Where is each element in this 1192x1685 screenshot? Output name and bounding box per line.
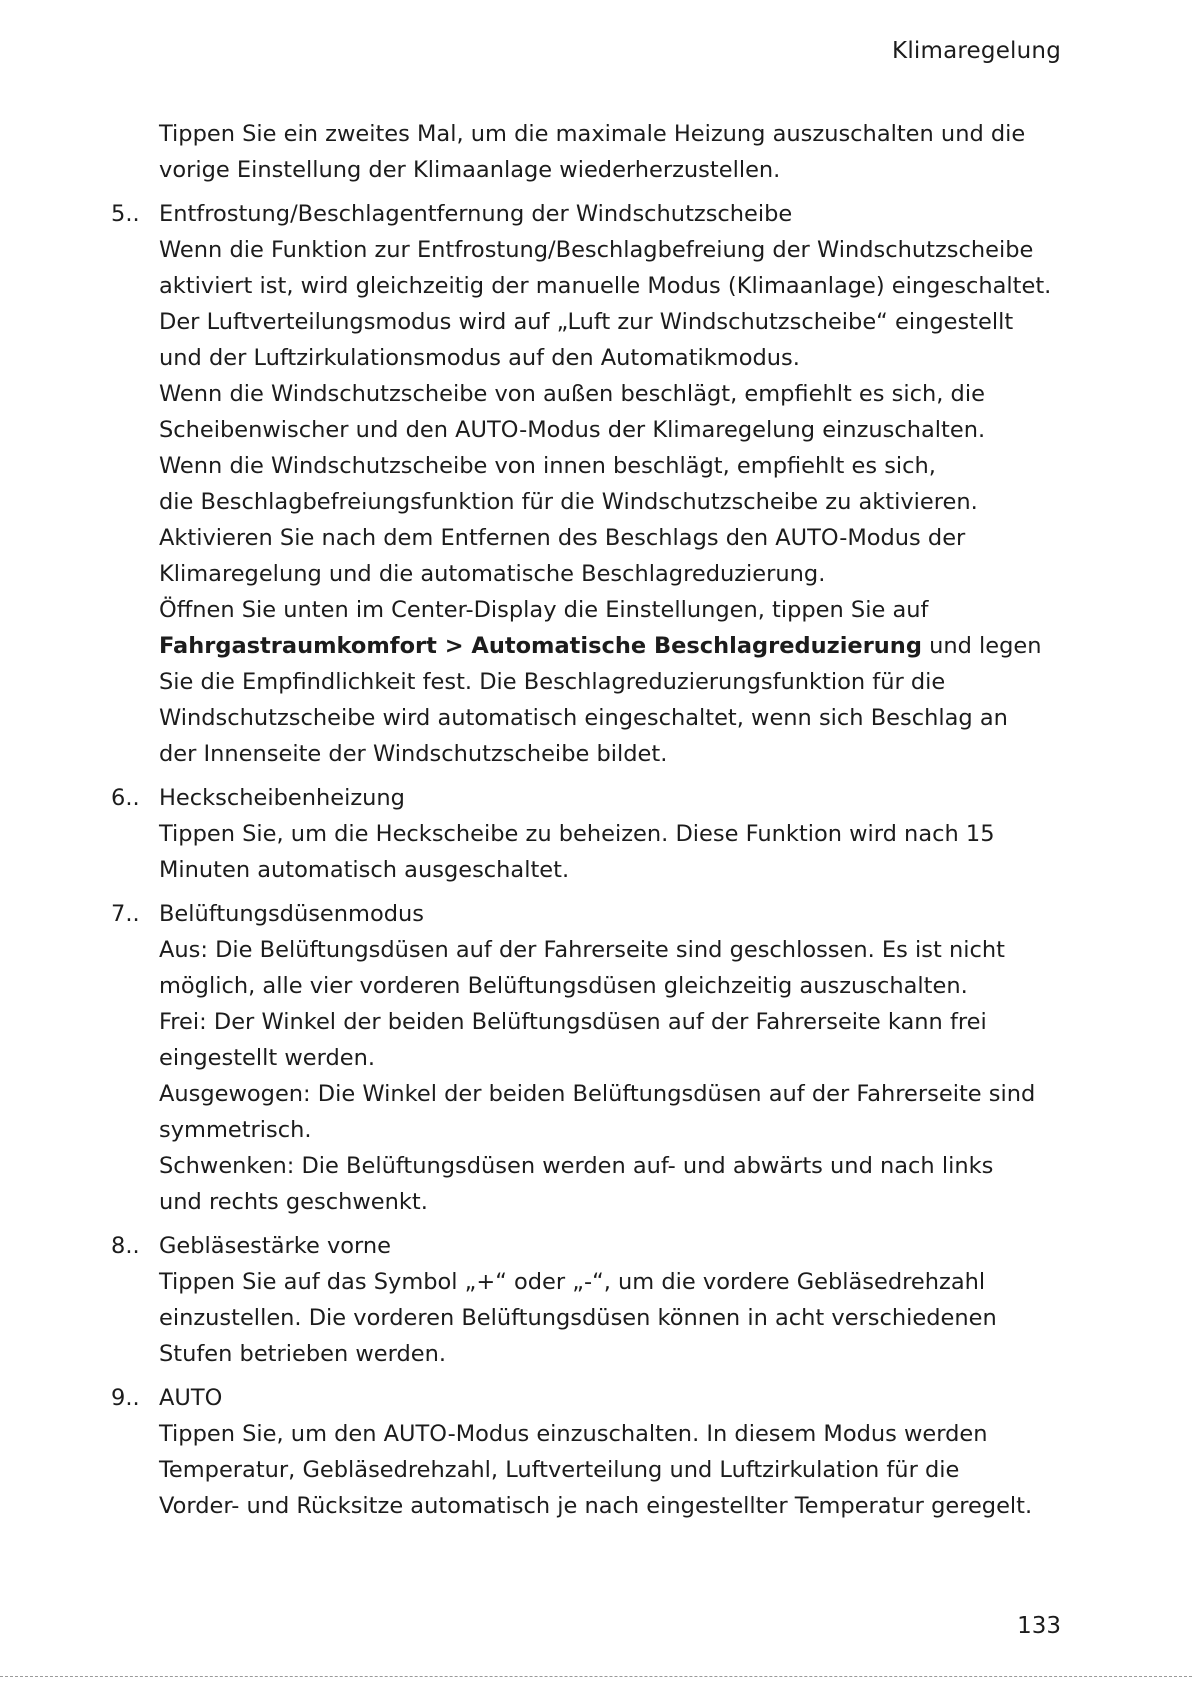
page-content (111, 116, 1089, 1524)
text-line: Wenn die Funktion zur Entfrostung/Beschlagbefreiung der Windschutzscheibe (159, 237, 1034, 263)
text-line: Vorder- und Rücksitze automatisch je nach eingestellter Temperatur geregelt. (159, 1493, 1033, 1519)
menu-path: Fahrgastraumkomfort > Automatische Beschlagreduzierung (159, 633, 922, 659)
text-line: der Innenseite der Windschutzscheibe bildet. (159, 741, 668, 767)
item-number: 6.. (111, 785, 140, 811)
text-line: Tippen Sie, um den AUTO-Modus einzuschalten. In diesem Modus werden (159, 1421, 988, 1447)
text-line: Sie die Empfindlichkeit fest. Die Beschlagreduzierungsfunktion für die (159, 669, 946, 695)
list-item-6 (111, 780, 1089, 888)
item-number: 7.. (111, 901, 140, 927)
list-item-7 (111, 896, 1089, 1220)
bottom-divider (0, 1676, 1192, 1677)
item-title: AUTO (159, 1385, 223, 1411)
list-item-5 (111, 196, 1089, 772)
text-line: symmetrisch. (159, 1117, 312, 1143)
text-line: Öffnen Sie unten im Center-Display die Einstellungen, tippen Sie auf (159, 597, 929, 623)
text-line: vorige Einstellung der Klimaanlage wiederherzustellen. (159, 157, 781, 183)
menu-path-suffix: und legen (921, 633, 1042, 659)
text-line: Wenn die Windschutzscheibe von außen beschlägt, empfiehlt es sich, die (159, 381, 985, 407)
text-line (159, 628, 1089, 664)
text-line: Temperatur, Gebläsedrehzahl, Luftverteilung und Luftzirkulation für die (159, 1457, 960, 1483)
text-line: und rechts geschwenkt. (159, 1189, 428, 1215)
item-title: Belüftungsdüsenmodus (159, 901, 424, 927)
text-line: Wenn die Windschutzscheibe von innen beschlägt, empfiehlt es sich, (159, 453, 936, 479)
intro-paragraph (159, 116, 1089, 188)
text-line: Aktivieren Sie nach dem Entfernen des Beschlags den AUTO-Modus der (159, 525, 966, 551)
text-line: Tippen Sie ein zweites Mal, um die maximale Heizung auszuschalten und die (159, 121, 1026, 147)
text-line: Ausgewogen: Die Winkel der beiden Belüftungsdüsen auf der Fahrerseite sind (159, 1081, 1036, 1107)
text-line: Stufen betrieben werden. (159, 1341, 447, 1367)
text-line: Windschutzscheibe wird automatisch eingeschaltet, wenn sich Beschlag an (159, 705, 1008, 731)
text-line: Frei: Der Winkel der beiden Belüftungsdüsen auf der Fahrerseite kann frei (159, 1009, 987, 1035)
item-number: 8.. (111, 1233, 140, 1259)
list-item-9 (111, 1380, 1089, 1524)
item-title: Entfrostung/Beschlagentfernung der Windschutzscheibe (159, 201, 793, 227)
text-line: die Beschlagbefreiungsfunktion für die Windschutzscheibe zu aktivieren. (159, 489, 978, 515)
item-title: Heckscheibenheizung (159, 785, 405, 811)
text-line: Tippen Sie, um die Heckscheibe zu beheizen. Diese Funktion wird nach 15 (159, 821, 995, 847)
list-item-8 (111, 1228, 1089, 1372)
page-number: 133 (1017, 1613, 1061, 1639)
text-line: eingestellt werden. (159, 1045, 375, 1071)
text-line: Minuten automatisch ausgeschaltet. (159, 857, 570, 883)
text-line: aktiviert ist, wird gleichzeitig der manuelle Modus (Klimaanlage) eingeschaltet. (159, 273, 1052, 299)
text-line: Schwenken: Die Belüftungsdüsen werden auf- und abwärts und nach links (159, 1153, 994, 1179)
item-number: 5.. (111, 201, 140, 227)
text-line: und der Luftzirkulationsmodus auf den Automatikmodus. (159, 345, 800, 371)
text-line: Tippen Sie auf das Symbol „+“ oder „-“, um die vordere Gebläsedrehzahl (159, 1269, 986, 1295)
text-line: Scheibenwischer und den AUTO-Modus der Klimaregelung einzuschalten. (159, 417, 986, 443)
section-title: Klimaregelung (892, 38, 1061, 64)
text-line: Der Luftverteilungsmodus wird auf „Luft zur Windschutzscheibe“ eingestellt (159, 309, 1014, 335)
item-title: Gebläsestärke vorne (159, 1233, 392, 1259)
item-number: 9.. (111, 1385, 140, 1411)
text-line: Klimaregelung und die automatische Beschlagreduzierung. (159, 561, 826, 587)
text-line: einzustellen. Die vorderen Belüftungsdüsen können in acht verschiedenen (159, 1305, 997, 1331)
text-line: möglich, alle vier vorderen Belüftungsdüsen gleichzeitig auszuschalten. (159, 973, 968, 999)
text-line: Aus: Die Belüftungsdüsen auf der Fahrerseite sind geschlossen. Es ist nicht (159, 937, 1005, 963)
